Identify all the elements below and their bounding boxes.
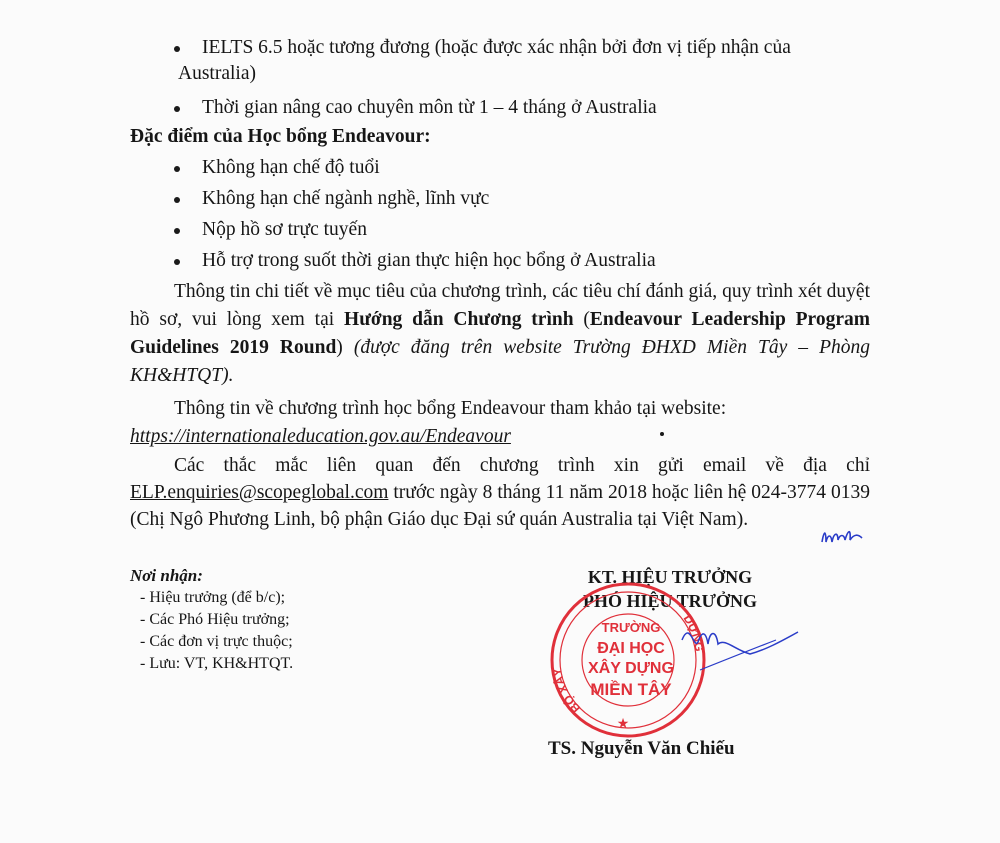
- website-link-line: [130, 424, 870, 450]
- recipient-item: - Các Phó Hiệu trưởng;: [140, 611, 290, 628]
- list-item: Thời gian nâng cao chuyên môn từ 1 – 4 tháng ở Australia: [130, 96, 870, 120]
- recipients-title: Nơi nhận:: [130, 566, 203, 585]
- website-paragraph: Thông tin về chương trình học bổng Endeavour tham khảo tại website:: [174, 398, 727, 419]
- details-paragraph: Thông tin chi tiết về mục tiêu của chương trình, các tiêu chí đánh giá, quy trình xét duyệt hồ sơ, vui lòng xem tại Hướng dẫn Chương trình (Endeavour Leadership Program Guidelines 2019 Round) (được đăng trên website Trường ĐHXD Miền Tây – Phòng KH&HTQT).: [130, 281, 870, 386]
- guidelines-name: Endeavour Leadership Program Guidelines 2019 Round: [130, 309, 870, 358]
- recipients-block: [130, 565, 293, 675]
- svg-text:TRƯỜNG: TRƯỜNG: [601, 620, 661, 635]
- ink-dot: [660, 432, 664, 436]
- svg-text:BỘ XÂY: BỘ XÂY: [549, 666, 584, 716]
- bullet-icon: [174, 46, 180, 52]
- features-list: [130, 156, 870, 280]
- svg-text:DỰNG: DỰNG: [680, 612, 707, 653]
- bullet-icon: [174, 106, 180, 112]
- svg-text:XÂY DỰNG: XÂY DỰNG: [588, 660, 674, 677]
- recipient-item: - Các đơn vị trực thuộc;: [140, 633, 293, 650]
- list-item-continuation: Australia): [178, 63, 256, 84]
- signer-name: TS. Nguyễn Văn Chiếu: [548, 738, 735, 759]
- initials-signature: [818, 520, 868, 550]
- svg-text:ĐẠI HỌC: ĐẠI HỌC: [597, 640, 665, 657]
- requirements-list: [130, 36, 870, 120]
- email-link[interactable]: ELP.enquiries@scopeglobal.com: [130, 482, 389, 503]
- publication-note: (được đăng trên website Trường ĐHXD Miền Tây – Phòng KH&HTQT).: [130, 337, 870, 386]
- endeavour-link[interactable]: https://internationaleducation.gov.au/Endeavour: [130, 426, 511, 447]
- recipient-item: - Lưu: VT, KH&HTQT.: [140, 655, 294, 672]
- signature-title: KT. HIỆU TRƯỞNG PHÓ HIỆU TRƯỞNG: [582, 567, 757, 611]
- features-heading: Đặc điểm của Học bổng Endeavour:: [130, 126, 431, 147]
- contact-paragraph: Các thắc mắc liên quan đến chương trình xin gửi email về địa chỉ ELP.enquiries@scopeglobal.com trước ngày 8 tháng 11 năm 2018 hoặc liên hệ 024-3774 0139 (Chị Ngô Phương Linh, bộ phận Giáo dục Đại sứ quán Australia tại Việt Nam).: [130, 455, 870, 530]
- list-item: Nộp hồ sơ trực tuyến: [130, 218, 870, 249]
- bullet-icon: [174, 166, 180, 172]
- list-item: Không hạn chế độ tuổi: [130, 156, 870, 187]
- bullet-icon: [174, 259, 180, 265]
- bullet-icon: [174, 197, 180, 203]
- recipient-item: - Hiệu trưởng (để b/c);: [140, 589, 286, 606]
- star-icon: ★: [616, 717, 630, 732]
- handwritten-signature: [680, 610, 800, 690]
- bullet-icon: [174, 228, 180, 234]
- guide-title: Hướng dẫn Chương trình: [344, 309, 574, 330]
- list-item: Hỗ trợ trong suốt thời gian thực hiện học bổng ở Australia: [130, 249, 870, 280]
- list-item: Không hạn chế ngành nghề, lĩnh vực: [130, 187, 870, 218]
- svg-text:MIỀN TÂY: MIỀN TÂY: [590, 680, 672, 699]
- list-item: IELTS 6.5 hoặc tương đương (hoặc được xác nhận bởi đơn vị tiếp nhận của: [130, 36, 870, 60]
